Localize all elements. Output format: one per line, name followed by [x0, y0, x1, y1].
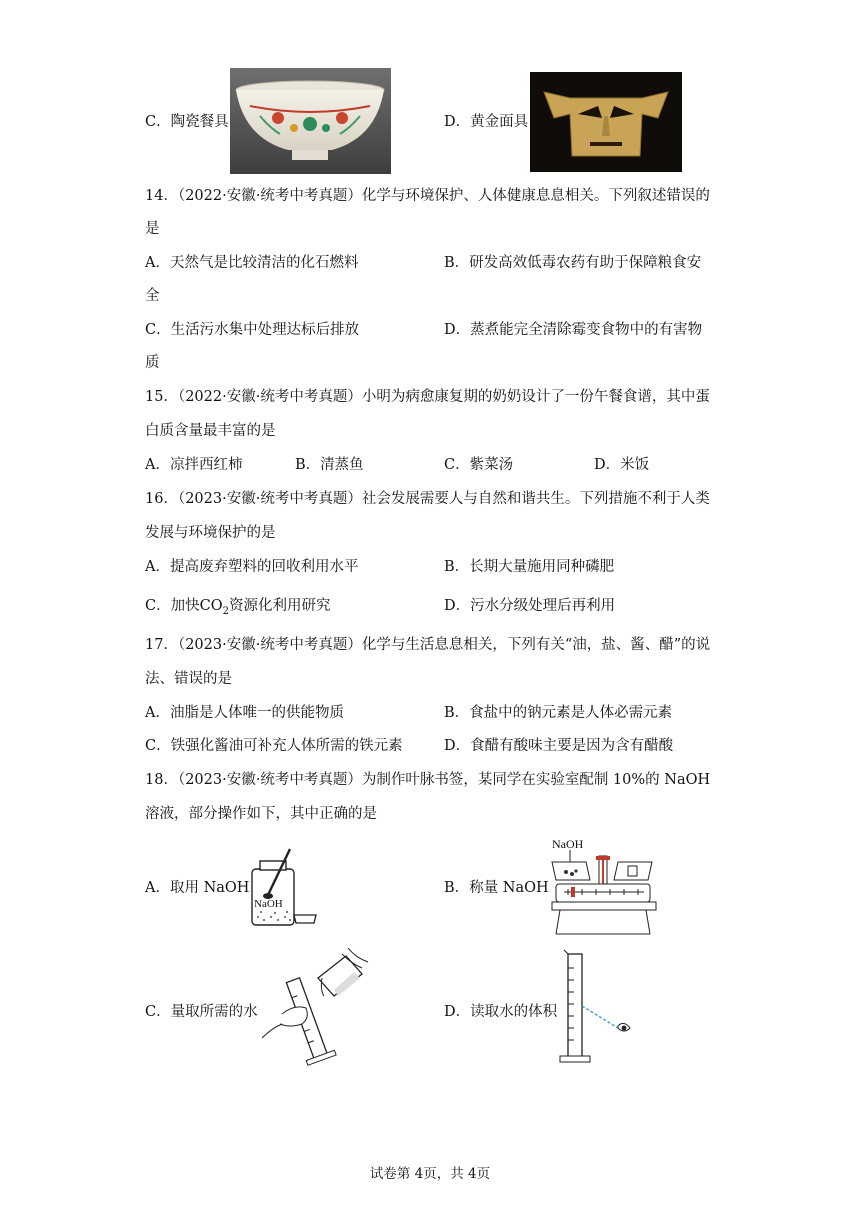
q14-option-b: B．研发高效低毒农药有助于保障粮食安	[444, 255, 702, 271]
q13-option-c: C．陶瓷餐具	[145, 114, 229, 130]
q16-option-c-post: 资源化利用研究	[228, 598, 331, 614]
q14-option-a: A．天然气是比较清洁的化石燃料	[145, 255, 359, 271]
balance-label: NaOH	[552, 837, 584, 851]
q15-stem-line2: 白质含量最丰富的是	[145, 423, 276, 439]
q18-option-b: B．称量 NaOH	[444, 880, 549, 896]
q18-option-d: D．读取水的体积	[444, 1004, 558, 1020]
q15-option-a: A．凉拌西红柿	[145, 457, 243, 473]
co2-formula-main: CO	[199, 598, 223, 614]
q16-option-b: B．长期大量施用同种磷肥	[444, 559, 615, 575]
q14-option-d-wrap: 质	[145, 355, 160, 371]
q17-stem-line2: 法、错误的是	[145, 671, 232, 687]
q13-option-d: D．黄金面具	[444, 114, 529, 130]
q14-option-b-wrap: 全	[145, 288, 160, 304]
q17-option-d: D．食醋有酸味主要是因为含有醋酸	[444, 738, 674, 754]
co2-formula-sub: 2	[222, 605, 229, 617]
q15-option-d: D．米饭	[594, 457, 650, 473]
reading-volume-figure	[556, 948, 636, 1070]
q18-option-a: A．取用 NaOH	[145, 880, 250, 896]
q16-stem-line1: 16．（2023·安徽·统考中考真题）社会发展需要人与自然和谐共生。下列措施不利于人类	[145, 491, 710, 507]
q16-option-c-pre: C．加快	[145, 598, 200, 614]
balance-figure	[548, 834, 660, 938]
q16-option-d: D．污水分级处理后再利用	[444, 598, 616, 614]
page-footer: 试卷第 4页，共 4页	[369, 1166, 491, 1182]
q18-stem-line2: 溶液，部分操作如下，其中正确的是	[145, 806, 377, 822]
q14-stem-line2: 是	[145, 221, 160, 237]
q17-option-a: A．油脂是人体唯一的供能物质	[145, 705, 344, 721]
q16-stem-line2: 发展与环境保护的是	[145, 525, 276, 541]
q17-option-b: B．食盐中的钠元素是人体必需元素	[444, 705, 673, 721]
ceramic-bowl-image	[230, 68, 391, 174]
gold-mask-image	[530, 72, 682, 172]
q17-stem-line1: 17．（2023·安徽·统考中考真题）化学与生活息息相关，下列有关“油，盐、酱、醋”的说	[145, 637, 711, 653]
q15-option-b: B．清蒸鱼	[295, 457, 364, 473]
q15-option-c: C．紫菜汤	[444, 457, 514, 473]
q17-option-c: C．铁强化酱油可补充人体所需的铁元素	[145, 738, 403, 754]
q14-option-d: D．蒸煮能完全清除霉变食物中的有害物	[444, 322, 703, 338]
q16-option-a: A．提高废弃塑料的回收利用水平	[145, 559, 359, 575]
bottle-label: NaOH	[254, 898, 283, 910]
co2-formula	[199, 598, 229, 617]
q15-stem-line1: 15．（2022·安徽·统考中考真题）小明为病愈康复期的奶奶设计了一份午餐食谱，其中蛋	[145, 389, 710, 405]
q14-option-c: C．生活污水集中处理达标后排放	[145, 322, 360, 338]
pouring-water-figure	[262, 948, 372, 1066]
q18-option-c: C．量取所需的水	[145, 1004, 258, 1020]
q18-stem-line1: 18．（2023·安徽·统考中考真题）为制作叶脉书签，某同学在实验室配制 10%的 NaOH	[145, 772, 711, 788]
q14-stem-line1: 14．（2022·安徽·统考中考真题）化学与环境保护、人体健康息息相关。下列叙述错误的	[145, 188, 710, 204]
q16-option-c	[145, 596, 330, 622]
naoh-bottle-figure	[246, 847, 336, 929]
